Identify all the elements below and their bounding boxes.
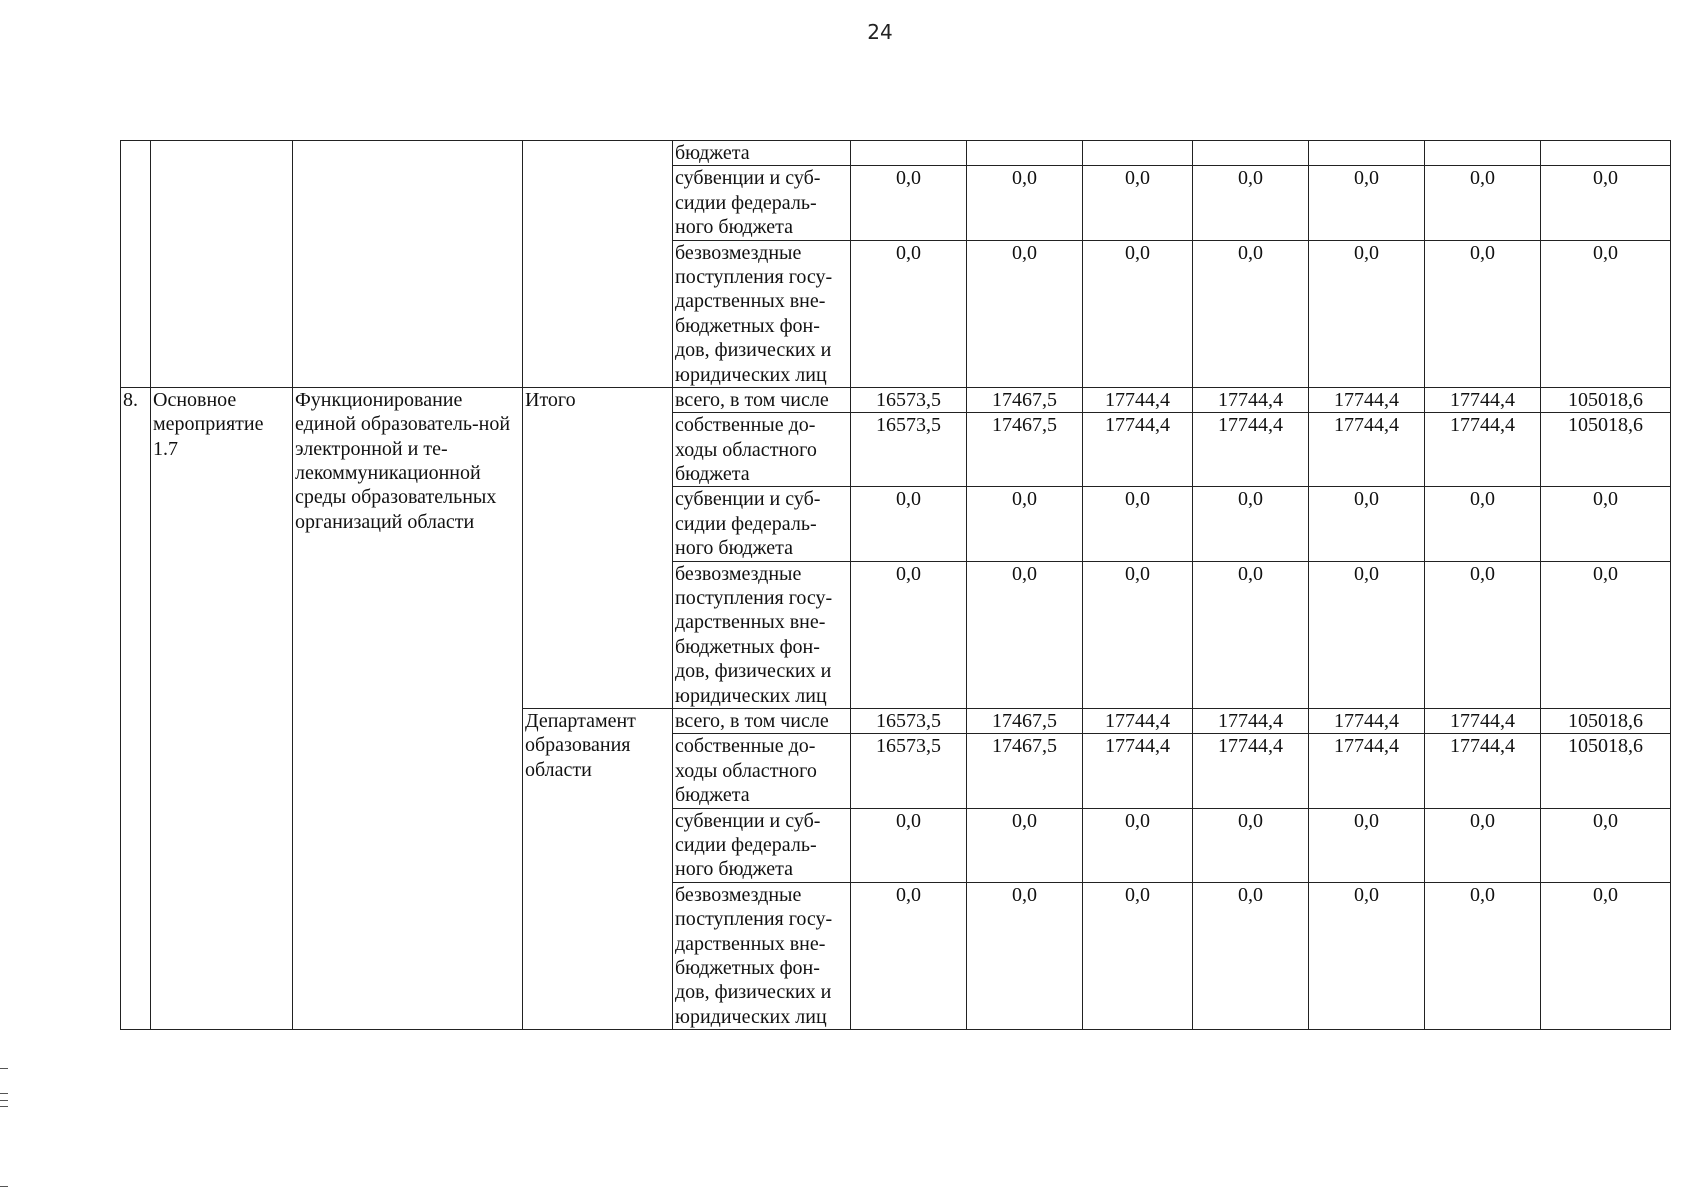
funding-source-cell: бюджета <box>673 141 851 166</box>
value-cell: 0,0 <box>1193 808 1309 882</box>
value-cell: 17744,4 <box>1425 708 1541 733</box>
value-cell: 17744,4 <box>1193 413 1309 487</box>
value-cell <box>1193 141 1309 166</box>
value-cell: 16573,5 <box>851 413 967 487</box>
funding-source-cell: всего, в том числе <box>673 387 851 412</box>
value-cell: 0,0 <box>1309 882 1425 1029</box>
budget-table <box>120 140 1671 1030</box>
value-cell: 0,0 <box>851 487 967 561</box>
value-cell: 16573,5 <box>851 387 967 412</box>
value-cell: 17467,5 <box>967 708 1083 733</box>
value-cell: 16573,5 <box>851 734 967 808</box>
value-cell: 0,0 <box>1309 808 1425 882</box>
value-cell: 17467,5 <box>967 734 1083 808</box>
value-cell: 0,0 <box>1541 487 1671 561</box>
value-cell: 0,0 <box>967 561 1083 708</box>
value-cell: 17744,4 <box>1309 734 1425 808</box>
value-cell <box>967 141 1083 166</box>
funding-source-cell: собственные до-ходы областного бюджета <box>673 413 851 487</box>
value-cell <box>1309 141 1425 166</box>
value-cell: 105018,6 <box>1541 387 1671 412</box>
value-cell: 0,0 <box>1193 487 1309 561</box>
value-cell: 17744,4 <box>1193 387 1309 412</box>
item-description: Функционирование единой образователь-ной электронной и те-лекоммуникационной среды образовательных организаций области <box>293 387 523 1029</box>
value-cell: 0,0 <box>1541 882 1671 1029</box>
margin-mark <box>0 1093 8 1094</box>
value-cell: 0,0 <box>1425 487 1541 561</box>
value-cell: 17744,4 <box>1425 734 1541 808</box>
value-cell: 0,0 <box>1083 487 1193 561</box>
value-cell: 0,0 <box>1083 166 1193 240</box>
margin-mark <box>0 1106 8 1107</box>
value-cell <box>1541 141 1671 166</box>
value-cell: 0,0 <box>851 882 967 1029</box>
value-cell: 0,0 <box>1425 882 1541 1029</box>
value-cell: 0,0 <box>1083 561 1193 708</box>
value-cell: 0,0 <box>1309 240 1425 387</box>
value-cell: 17744,4 <box>1193 708 1309 733</box>
value-cell: 0,0 <box>1541 240 1671 387</box>
value-cell: 0,0 <box>967 487 1083 561</box>
funding-source-cell: безвозмездные поступления госу-дарственных вне-бюджетных фон-дов, физических и юридических лиц <box>673 882 851 1029</box>
value-cell: 16573,5 <box>851 708 967 733</box>
value-cell: 0,0 <box>1541 166 1671 240</box>
value-cell: 17744,4 <box>1309 387 1425 412</box>
value-cell: 17744,4 <box>1083 387 1193 412</box>
value-cell: 0,0 <box>1425 166 1541 240</box>
value-cell: 0,0 <box>1309 487 1425 561</box>
value-cell: 105018,6 <box>1541 708 1671 733</box>
description-cell-continued <box>293 141 523 388</box>
value-cell: 17744,4 <box>1309 413 1425 487</box>
value-cell: 0,0 <box>967 882 1083 1029</box>
item-number-cell-continued <box>121 141 151 388</box>
margin-mark <box>0 1068 8 1069</box>
funding-source-cell: собственные до-ходы областного бюджета <box>673 734 851 808</box>
value-cell: 0,0 <box>1541 561 1671 708</box>
value-cell: 17744,4 <box>1193 734 1309 808</box>
funding-source-cell: всего, в том числе <box>673 708 851 733</box>
funding-source-cell: субвенции и суб-сидии федераль-ного бюджета <box>673 487 851 561</box>
value-cell: 0,0 <box>1425 561 1541 708</box>
value-cell: 17744,4 <box>1083 708 1193 733</box>
value-cell: 17744,4 <box>1083 734 1193 808</box>
value-cell <box>851 141 967 166</box>
value-cell: 0,0 <box>851 808 967 882</box>
margin-mark <box>0 1100 8 1101</box>
margin-mark <box>0 1186 8 1187</box>
value-cell: 0,0 <box>1083 240 1193 387</box>
value-cell: 0,0 <box>1425 808 1541 882</box>
executor-cell: Департамент образования области <box>523 708 673 1029</box>
value-cell: 17744,4 <box>1309 708 1425 733</box>
page-number: 24 <box>867 20 893 44</box>
value-cell: 0,0 <box>1083 808 1193 882</box>
item-name: Основное мероприятие 1.7 <box>151 387 293 1029</box>
table-row <box>121 387 1671 412</box>
value-cell: 105018,6 <box>1541 413 1671 487</box>
funding-source-cell: безвозмездные поступления госу-дарственных вне-бюджетных фон-дов, физических и юридических лиц <box>673 240 851 387</box>
item-name-cell-continued <box>151 141 293 388</box>
value-cell <box>1425 141 1541 166</box>
item-number: 8. <box>121 387 151 1029</box>
funding-source-cell: субвенции и суб-сидии федераль-ного бюджета <box>673 166 851 240</box>
table-row <box>121 141 1671 166</box>
value-cell: 0,0 <box>967 240 1083 387</box>
value-cell: 0,0 <box>1193 561 1309 708</box>
value-cell: 0,0 <box>1193 166 1309 240</box>
value-cell: 0,0 <box>1541 808 1671 882</box>
value-cell: 17744,4 <box>1083 413 1193 487</box>
value-cell: 0,0 <box>1425 240 1541 387</box>
value-cell <box>1083 141 1193 166</box>
value-cell: 0,0 <box>1309 561 1425 708</box>
value-cell: 17744,4 <box>1425 413 1541 487</box>
value-cell: 0,0 <box>1193 882 1309 1029</box>
value-cell: 0,0 <box>967 166 1083 240</box>
value-cell: 0,0 <box>1193 240 1309 387</box>
value-cell: 0,0 <box>851 561 967 708</box>
value-cell: 0,0 <box>851 166 967 240</box>
value-cell: 0,0 <box>1083 882 1193 1029</box>
value-cell: 17467,5 <box>967 413 1083 487</box>
funding-source-cell: субвенции и суб-сидии федераль-ного бюджета <box>673 808 851 882</box>
value-cell: 17744,4 <box>1425 387 1541 412</box>
executor-cell-continued <box>523 141 673 388</box>
value-cell: 17467,5 <box>967 387 1083 412</box>
funding-source-cell: безвозмездные поступления госу-дарственных вне-бюджетных фон-дов, физических и юридических лиц <box>673 561 851 708</box>
executor-cell: Итого <box>523 387 673 708</box>
value-cell: 0,0 <box>1309 166 1425 240</box>
value-cell: 0,0 <box>851 240 967 387</box>
value-cell: 0,0 <box>967 808 1083 882</box>
value-cell: 105018,6 <box>1541 734 1671 808</box>
